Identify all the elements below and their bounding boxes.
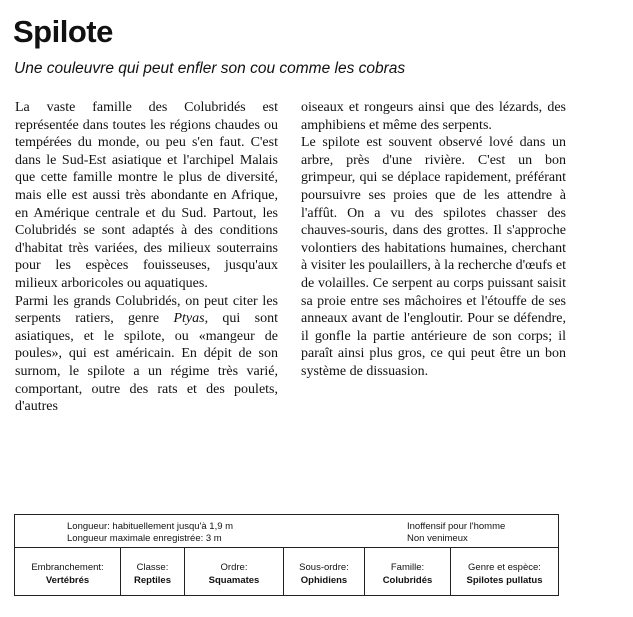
length-max: Longueur maximale enregistrée: 3 m — [67, 533, 222, 544]
length-usual: Longueur: habituellement jusqu'à 1,9 m — [67, 521, 234, 532]
page-title: Spilote — [13, 14, 113, 49]
paragraph-text: Parmi les grands Colubridés, on peut citer les serpents ratiers, genre — [15, 293, 278, 327]
taxonomy-label: Genre et espèce: — [468, 562, 541, 573]
article-column-left — [15, 99, 278, 416]
taxonomy-value: Squamates — [208, 575, 260, 586]
article-paragraph: oiseaux et rongeurs ainsi que des lézards, des amphibiens et même des serpents. — [301, 100, 566, 133]
taxonomy-cell-sous-ordre — [284, 548, 365, 595]
article-paragraph — [15, 293, 278, 416]
info-box — [14, 514, 559, 596]
page-subtitle: Une couleuvre qui peut enfler son cou comme les cobras — [14, 60, 406, 77]
taxonomy-label: Embranchement: — [31, 562, 104, 573]
article-column-right — [301, 99, 566, 381]
article-paragraph: Le spilote est souvent observé lové dans un arbre, près d'une rivière. C'est un bon grimpeur, qui se déplace rapidement, préférant poursuivre ses proies que de les attendre à l'affût. On a vu des spilotes chasser des chauves-souris, dans des grottes. Il s'approche volontiers des habitations humaines, cherchant à visiter les poulaillers, à la recherche d'œufs et de volailles. Ce serpent au corps puissant saisit sa proie entre ses mâchoires et l'étouffe de ses anneaux avant de l'engloutir. Pour se défendre, il gonfle la partie antérieure de son corps; il paraît ainsi plus gros, ce qui peut être un bon système de dissuasion. — [301, 135, 566, 379]
article-paragraph: La vaste famille des Colubridés est représentée dans toutes les régions chaudes ou tempérées du monde, ou peu s'en faut. C'est dans le Sud-Est asiatique et l'archipel Malais que cette famille montre le plus de diversité, mais elle est aussi très abondante en Afrique, en Amérique centrale et du Sud. Partout, les Colubridés se sont adaptés à des conditions d'habitat très variées, des milieux souterrains pour les espèces fouisseuses, jusqu'aux milieux arboricoles ou aquatiques. — [15, 100, 278, 291]
taxonomy-cell-genre-espece — [451, 548, 558, 595]
taxonomy-label: Famille: — [390, 562, 425, 573]
size-row — [15, 515, 558, 548]
paragraph-text: , qui sont asiatiques, et le spilote, ou «mangeur de poules», qui est américain. En dépit de son surnom, le spilote a un régime très varié, comportant, outre des rats et des poulets, d'autres — [15, 311, 278, 415]
taxonomy-value: Reptiles — [134, 575, 171, 586]
taxonomy-label: Ordre: — [220, 562, 248, 573]
taxonomy-value: Vertébrés — [45, 575, 90, 586]
genus-name: Ptyas — [173, 311, 205, 327]
taxonomy-value: Spilotes pullatus — [466, 575, 543, 586]
taxonomy-cell-famille — [365, 548, 451, 595]
taxonomy-value: Ophidiens — [300, 575, 348, 586]
danger-status: Inoffensif pour l'homme — [407, 521, 506, 532]
taxonomy-value: Colubridés — [382, 575, 433, 586]
taxonomy-label: Classe: — [136, 562, 169, 573]
taxonomy-cell-ordre — [185, 548, 284, 595]
taxonomy-cell-classe — [121, 548, 185, 595]
taxonomy-row — [15, 548, 558, 595]
venom-status: Non venimeux — [407, 533, 468, 544]
taxonomy-cell-embranchement — [15, 548, 121, 595]
taxonomy-label: Sous-ordre: — [299, 562, 349, 573]
